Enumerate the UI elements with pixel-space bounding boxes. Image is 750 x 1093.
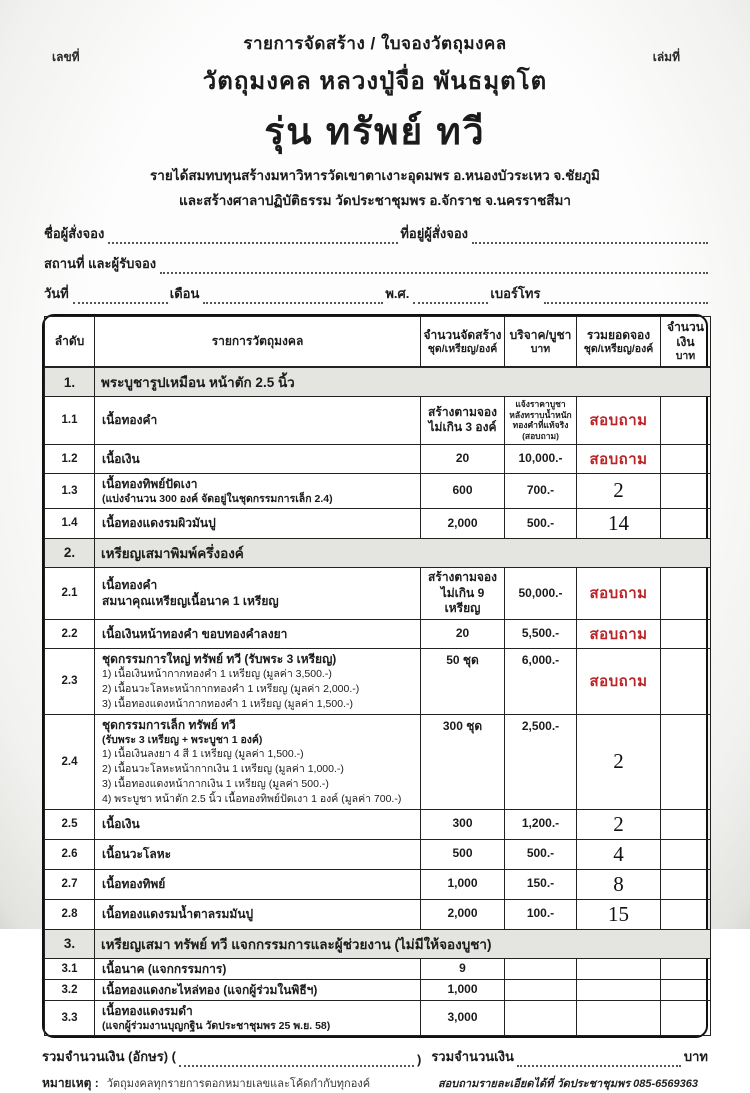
item-name-line: (รับพระ 3 เหรียญ + พระบูชา 1 องค์)	[102, 733, 263, 746]
item-reserved-cell	[577, 473, 661, 508]
item-name-line: เนื้อเงินหน้าทองคำ ขอบทองคำลงยา	[102, 626, 288, 641]
items-table	[42, 314, 708, 1038]
section-number: 2.	[45, 538, 95, 567]
item-row	[45, 473, 711, 508]
item-name	[95, 397, 421, 445]
place-receiver-input-line[interactable]	[160, 259, 708, 274]
item-row	[45, 869, 711, 899]
item-name-line: 2) เนื้อนวะโลหะหน้ากากทองคำ 1 เหรียญ (มูลค่า 2,000.-)	[102, 682, 360, 695]
item-no: 2.8	[45, 899, 95, 929]
item-name	[95, 979, 421, 1000]
phone-input-line[interactable]	[544, 289, 708, 304]
item-row	[45, 714, 711, 809]
item-reserved-cell	[577, 714, 661, 809]
item-amount-cell[interactable]	[661, 869, 711, 899]
order-info-fields	[42, 223, 708, 304]
column-header-line1: ลำดับ	[54, 334, 85, 349]
item-reserved-cell	[577, 397, 661, 445]
item-name-line: เนื้อทองแดงรมน้ำตาลรมมันปู	[102, 907, 254, 922]
item-name-line: เนื้อทองทิพย์ปัดเงา	[102, 476, 198, 491]
table-header-row	[45, 317, 711, 368]
item-amount-cell[interactable]	[661, 1001, 711, 1036]
item-price-cell	[505, 444, 577, 473]
item-reserved-cell	[577, 869, 661, 899]
item-qty-line: 50 ชุด	[446, 652, 479, 667]
item-name-line: 2) เนื้อนวะโลหะหน้ากากเงิน 1 เหรียญ (มูลค่า 1,000.-)	[102, 762, 344, 775]
item-price-cell	[505, 508, 577, 538]
item-name-line: 3) เนื้อทองแดงหน้ากากเงิน 1 เหรียญ (มูลค่า 500.-)	[102, 777, 329, 790]
item-reserved-cell	[577, 839, 661, 869]
item-qty-line: 2,000	[447, 515, 478, 530]
item-qty-cell	[421, 473, 505, 508]
item-price-line: 100.-	[526, 906, 555, 921]
date-label: วันที่	[44, 286, 69, 301]
item-reserved-value: สอบถาม	[589, 673, 648, 691]
item-no: 2.7	[45, 869, 95, 899]
item-amount-cell[interactable]	[661, 473, 711, 508]
item-qty-cell	[421, 567, 505, 619]
item-no: 3.1	[45, 958, 95, 979]
item-reserved-value: 2	[613, 749, 624, 774]
item-name-line: 3) เนื้อทองแดงหน้ากากทองคำ 1 เหรียญ (มูลค่า 1,500.-)	[102, 697, 353, 710]
item-reserved-value: 15	[608, 901, 629, 926]
item-qty-line: 300 ชุด	[442, 718, 483, 733]
item-name-line: เนื้อทองคำ	[102, 578, 158, 593]
item-name-line: เนื้อทองแดงรมดำ	[102, 1004, 193, 1019]
item-name	[95, 508, 421, 538]
item-reserved-cell	[577, 508, 661, 538]
section-row	[45, 929, 711, 958]
item-name-line: เนื้อทองแดงรมผิวมันปู	[102, 516, 216, 531]
year-input-line[interactable]	[413, 289, 488, 304]
item-price-cell	[505, 397, 577, 445]
item-price-cell	[505, 809, 577, 839]
total-amount-words-input-line[interactable]	[179, 1053, 414, 1067]
column-header-line1: รวมยอดจอง	[586, 327, 651, 342]
item-reserved-value: 2	[613, 478, 624, 503]
year-label: พ.ศ.	[385, 286, 410, 301]
item-reserved-value: 14	[608, 510, 629, 535]
item-qty-line: ไม่เกิน 9 เหรียญ	[440, 585, 485, 616]
item-reserved-cell	[577, 619, 661, 648]
section-number: 1.	[45, 367, 95, 397]
note-text: วัตถุมงคลทุกรายการตอกหมายเลขและโค้ดกำกับทุกองค์	[106, 1078, 371, 1091]
column-header-2	[95, 317, 421, 368]
column-header-4	[505, 317, 577, 368]
item-price-line: 500.-	[526, 515, 555, 530]
section-title: เหรียญเสมา ทรัพย์ ทวี แจกกรรมการและผู้ช่วยงาน (ไม่มีให้จองบูชา)	[95, 929, 711, 958]
item-name-line: เนื้อเงิน	[102, 451, 140, 466]
column-header-line2: ชุด/เหรียญ/องค์	[583, 342, 654, 355]
place-receiver-label: สถานที่ และผู้รับจอง	[44, 256, 157, 271]
item-name-line: (แจกผู้ร่วมงานบุญกฐิน วัดประชาชุมพร 25 พ.ย. 58)	[102, 1020, 331, 1033]
item-qty-cell	[421, 1001, 505, 1036]
form-footer	[42, 1046, 708, 1093]
item-name-line: เนื้อทองคำ	[102, 413, 158, 428]
item-price-cell	[505, 899, 577, 929]
item-no: 1.3	[45, 473, 95, 508]
section-title: เหรียญเสมาพิมพ์ครึ่งองค์	[95, 538, 711, 567]
item-qty-cell	[421, 397, 505, 445]
item-qty-cell	[421, 444, 505, 473]
section-title: พระบูชารูปเหมือน หน้าตัก 2.5 นิ้ว	[95, 367, 711, 397]
item-qty-line: 500	[452, 846, 473, 861]
item-qty-line: 20	[455, 450, 470, 465]
item-row	[45, 397, 711, 445]
item-reserved-value: 8	[613, 871, 624, 896]
item-price-cell	[505, 648, 577, 714]
item-price-cell	[505, 567, 577, 619]
month-input-line[interactable]	[203, 289, 383, 304]
item-price-line: แจ้งราคาบูชา	[515, 399, 566, 410]
item-name	[95, 958, 421, 979]
item-no: 1.4	[45, 508, 95, 538]
item-qty-cell	[421, 619, 505, 648]
item-row	[45, 648, 711, 714]
item-reserved-cell	[577, 444, 661, 473]
item-no: 3.3	[45, 1001, 95, 1036]
column-header-line1: จำนวนจัดสร้าง	[423, 327, 502, 342]
baht-label: บาท	[683, 1049, 708, 1065]
contact-info: สอบถามรายละเอียดได้ที่ วัดประชาชุมพร 085-6569363	[437, 1078, 698, 1091]
total-amount-input-line[interactable]	[517, 1053, 681, 1067]
form-header	[42, 30, 708, 211]
item-name-line: ชุดกรรมการใหญ่ ทรัพย์ ทวี (รับพระ 3 เหรียญ)	[102, 651, 337, 666]
item-name	[95, 1001, 421, 1036]
section-row	[45, 538, 711, 567]
item-row	[45, 958, 711, 979]
column-header-line1: รายการวัตถุมงคล	[211, 334, 304, 349]
orderer-address-label: ที่อยู่ผู้สั่งจอง	[400, 226, 468, 241]
note-label: หมายเหตุ :	[42, 1076, 99, 1091]
item-amount-cell[interactable]	[661, 397, 711, 445]
item-price-cell	[505, 473, 577, 508]
item-amount-cell[interactable]	[661, 839, 711, 869]
item-qty-line: สร้างตามจอง	[428, 404, 497, 419]
item-name-line: เนื้อทองแดงกะไหล่ทอง (แจกผู้ร่วมในพิธีฯ)	[102, 982, 318, 997]
item-name	[95, 714, 421, 809]
section-row	[45, 367, 711, 397]
column-header-3	[421, 317, 505, 368]
item-amount-cell[interactable]	[661, 714, 711, 809]
item-amount-cell[interactable]	[661, 567, 711, 619]
item-price-cell	[505, 958, 577, 979]
item-price-line: 10,000.-	[518, 450, 563, 465]
item-name-line: ชุดกรรมการเล็ก ทรัพย์ ทวี	[102, 717, 236, 732]
phone-label: เบอร์โทร	[490, 286, 541, 301]
item-qty-line: 300	[452, 816, 473, 831]
item-name	[95, 648, 421, 714]
item-name-line: 1) เนื้อเงินหน้ากากทองคำ 1 เหรียญ (มูลค่า 3,500.-)	[102, 667, 332, 680]
item-qty-cell	[421, 839, 505, 869]
item-name-line: เนื้อนาค (แจกกรรมการ)	[102, 961, 227, 976]
item-qty-cell	[421, 958, 505, 979]
item-amount-cell[interactable]	[661, 809, 711, 839]
item-name-line: เนื้อเงิน	[102, 817, 140, 832]
total-amount-words-label: รวมจำนวนเงิน (อักษร) (	[42, 1049, 176, 1065]
item-row	[45, 979, 711, 1000]
item-row	[45, 839, 711, 869]
column-header-5	[577, 317, 661, 368]
subtitle-line-1: รายได้สมทบทุนสร้างมหาวิหารวัดเขาตาเงาะอุดมพร อ.หนองบัวระเหว จ.ชัยภูมิ	[150, 168, 600, 183]
item-amount-cell[interactable]	[661, 899, 711, 929]
item-no: 2.2	[45, 619, 95, 648]
orderer-name-input-line[interactable]	[108, 229, 398, 244]
item-qty-cell	[421, 809, 505, 839]
item-qty-cell	[421, 869, 505, 899]
item-name	[95, 899, 421, 929]
item-qty-line: ไม่เกิน 3 องค์	[428, 420, 497, 435]
item-qty-line: 1,000	[447, 876, 478, 891]
item-price-line: 150.-	[526, 876, 555, 891]
item-price-line: 2,500.-	[521, 718, 560, 733]
column-header-line1: จำนวนเงิน	[667, 320, 704, 349]
item-row	[45, 899, 711, 929]
item-name	[95, 619, 421, 648]
column-header-line1: บริจาค/บูชา	[509, 327, 572, 342]
total-amount-label: รวมจำนวนเงิน	[431, 1049, 514, 1065]
column-header-line2: บาท	[530, 342, 551, 355]
item-price-line: 700.-	[526, 483, 555, 497]
item-name-line: เนื้อนวะโลหะ	[102, 847, 172, 862]
item-amount-cell[interactable]	[661, 444, 711, 473]
book-number-label: เล่มที่	[652, 50, 680, 64]
orderer-address-input-line[interactable]	[472, 229, 708, 244]
item-row	[45, 508, 711, 538]
item-row	[45, 1001, 711, 1036]
item-reserved-value: 4	[613, 841, 624, 866]
item-amount-cell[interactable]	[661, 979, 711, 1000]
item-price-cell	[505, 839, 577, 869]
item-price-cell	[505, 714, 577, 809]
item-reserved-cell[interactable]	[577, 979, 661, 1000]
item-reserved-cell	[577, 648, 661, 714]
item-price-cell	[505, 869, 577, 899]
item-amount-cell[interactable]	[661, 619, 711, 648]
item-price-line: 6,000.-	[521, 652, 560, 667]
column-header-line2: ชุด/เหรียญ/องค์	[427, 342, 498, 355]
item-row	[45, 567, 711, 619]
item-name	[95, 473, 421, 508]
item-qty-cell	[421, 899, 505, 929]
temple-title: วัตถุมงคล หลวงปู่จื่อ พันธมุตโต	[202, 68, 548, 95]
item-qty-line: 9	[459, 960, 466, 975]
item-reserved-cell	[577, 567, 661, 619]
close-paren: )	[416, 1052, 422, 1068]
item-name-line: สมนาคุณเหรียญเนื้อนาค 1 เหรียญ	[102, 594, 279, 609]
item-row	[45, 619, 711, 648]
item-price-line: หลังทราบน้ำหนัก	[509, 409, 572, 420]
item-no: 2.5	[45, 809, 95, 839]
month-label: เดือน	[169, 286, 200, 301]
item-no: 2.1	[45, 567, 95, 619]
item-name-line: 4) พระบูชา หน้าตัก 2.5 นิ้ว เนื้อทองทิพย์ปัดเงา 1 องค์ (มูลค่า 700.-)	[102, 792, 402, 805]
item-reserved-cell	[577, 899, 661, 929]
item-reserved-value: 2	[613, 811, 624, 836]
item-reserved-value: สอบถาม	[589, 585, 648, 603]
date-input-line[interactable]	[73, 289, 168, 304]
subtitle-line-2: และสร้างศาลาปฏิบัติธรรม วัดประชาชุมพร อ.จักราช จ.นครราชสีมา	[179, 193, 571, 208]
edition-title: รุ่น ทรัพย์ ทวี	[264, 111, 486, 152]
item-price-line: 1,200.-	[521, 816, 560, 831]
item-name-line: 1) เนื้อเงินลงยา 4 สี 1 เหรียญ (มูลค่า 1,500.-)	[102, 748, 304, 761]
doc-number-label: เลขที่	[52, 50, 80, 64]
item-price-line: 5,500.-	[521, 625, 560, 640]
item-name-line: เนื้อทองทิพย์	[102, 877, 166, 892]
column-header-6	[661, 317, 711, 368]
item-price-line: ทองคำที่แท้จริง	[512, 420, 569, 431]
item-price-cell	[505, 1001, 577, 1036]
item-name	[95, 809, 421, 839]
item-qty-line: 3,000	[447, 1010, 478, 1025]
column-header-line2: บาท	[675, 350, 696, 362]
orderer-name-label: ชื่อผู้สั่งจอง	[44, 226, 105, 241]
item-qty-line: 600	[452, 483, 473, 497]
item-qty-cell	[421, 979, 505, 1000]
item-name	[95, 839, 421, 869]
item-qty-line: สร้างตามจอง	[428, 569, 497, 584]
section-number: 3.	[45, 929, 95, 958]
item-no: 1.1	[45, 397, 95, 445]
item-price-line: 50,000.-	[518, 585, 563, 600]
item-price-line: 500.-	[526, 846, 555, 861]
item-amount-cell[interactable]	[661, 958, 711, 979]
item-reserved-cell[interactable]	[577, 958, 661, 979]
item-row	[45, 809, 711, 839]
item-reserved-value: สอบถาม	[589, 450, 648, 468]
item-qty-cell	[421, 648, 505, 714]
item-amount-cell[interactable]	[661, 648, 711, 714]
item-name	[95, 869, 421, 899]
item-no: 3.2	[45, 979, 95, 1000]
form-title: รายการจัดสร้าง / ใบจองวัตถุมงคล	[243, 34, 507, 53]
item-no: 2.4	[45, 714, 95, 809]
item-name	[95, 567, 421, 619]
item-reserved-value: สอบถาม	[589, 625, 648, 643]
item-qty-cell	[421, 714, 505, 809]
item-price-cell	[505, 619, 577, 648]
item-qty-line: 2,000	[447, 906, 478, 921]
item-no: 2.3	[45, 648, 95, 714]
item-qty-cell	[421, 508, 505, 538]
item-qty-line: 20	[455, 625, 470, 640]
item-name-line: (แบ่งจำนวน 300 องค์ จัดอยู่ในชุดกรรมการเล็ก 2.4)	[102, 492, 333, 505]
item-qty-line: 1,000	[447, 982, 478, 997]
item-amount-cell[interactable]	[661, 508, 711, 538]
item-no: 2.6	[45, 839, 95, 869]
item-name	[95, 444, 421, 473]
item-reserved-cell	[577, 809, 661, 839]
item-reserved-value: สอบถาม	[589, 412, 648, 430]
item-price-line: (สอบถาม)	[522, 431, 559, 441]
item-price-cell	[505, 979, 577, 1000]
item-row	[45, 444, 711, 473]
item-no: 1.2	[45, 444, 95, 473]
column-header-1	[45, 317, 95, 368]
item-reserved-cell[interactable]	[577, 1001, 661, 1036]
